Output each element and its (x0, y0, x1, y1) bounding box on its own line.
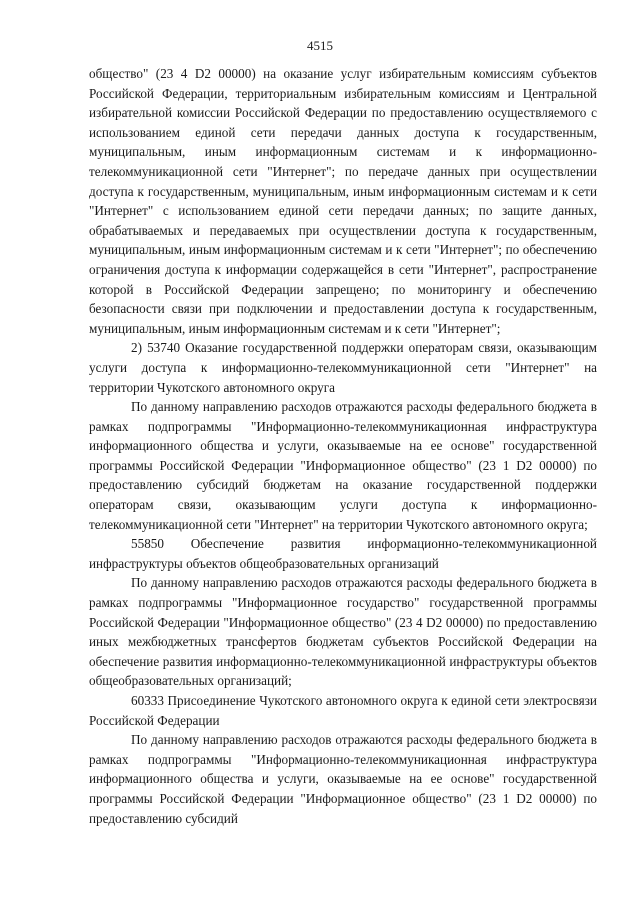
paragraph-body-60333: По данному направлению расходов отражаются расходы федерального бюджета в рамках подпрограммы "Информационно-телекоммуникационная инфраструктура информационного общества и услуги, оказываемые на ее основе" государственной программы Российской Федерации "Информационное общество" (23 1 D2 00000) по предоставлению субсидий (89, 732, 597, 826)
paragraph-heading-60333: 60333 Присоединение Чукотского автономного округа к единой сети электросвязи Российской Федерации (89, 693, 597, 728)
paragraph-continuation: общество" (23 4 D2 00000) на оказание услуг избирательным комиссиям субъектов Российской Федерации, территориальным избирательным комиссиям и Центральной избирательной комиссии Российской Федерации по предоставлению осуществляемого с использованием единой сети передачи данных доступа к государственным, муниципальным, иным информационным системам и к информационно-телекоммуникационной сети "Интернет"; по передаче данных при осуществлении доступа к государственным, муниципальным, иным информационным системам и к сети "Интернет" с использованием единой сети передачи данных; по защите данных, обрабатываемых и передаваемых при осуществлении доступа к государственным, муниципальным, иным информационным системам и к сети "Интернет"; по обеспечению ограничения доступа к информации содержащейся в сети "Интернет", распространение которой в Российской Федерации запрещено; по мониторингу и обеспечению безопасности связи при подключении и предоставлении доступа к государственным, муниципальным, иным информационным системам и к сети "Интернет"; (89, 66, 597, 336)
paragraph-heading-55850: 55850 Обеспечение развития информационно-телекоммуникационной инфраструктуры объектов общеобразовательных организаций (89, 536, 597, 571)
paragraph-body-55850: По данному направлению расходов отражаются расходы федерального бюджета в рамках подпрограммы "Информационное государство" государственной программы Российской Федерации "Информационное общество" (23 4 D2 00000) по предоставлению иных межбюджетных трансфертов бюджетам субъектов Российской Федерации на обеспечение развития информационно-телекоммуникационной инфраструктуры объектов общеобразовательных организаций; (89, 575, 597, 689)
paragraph-body-53740: По данному направлению расходов отражаются расходы федерального бюджета в рамках подпрограммы "Информационно-телекоммуникационная инфраструктура информационного общества и услуги, оказываемые на ее основе" государственной программы Российской Федерации "Информационное общество" (23 1 D2 00000) по предоставлению субсидий бюджетам на оказание государственной поддержки операторам связи, оказывающим услуги доступа к информационно-телекоммуникационной сети "Интернет" на территории Чукотского автономного округа; (89, 399, 597, 532)
page-number: 4515 (307, 38, 333, 53)
document-body (89, 64, 597, 828)
paragraph-heading-53740: 2) 53740 Оказание государственной поддержки операторам связи, оказывающим услуги доступа к информационно-телекоммуникационной сети "Интернет" на территории Чукотского автономного округа (89, 340, 597, 395)
